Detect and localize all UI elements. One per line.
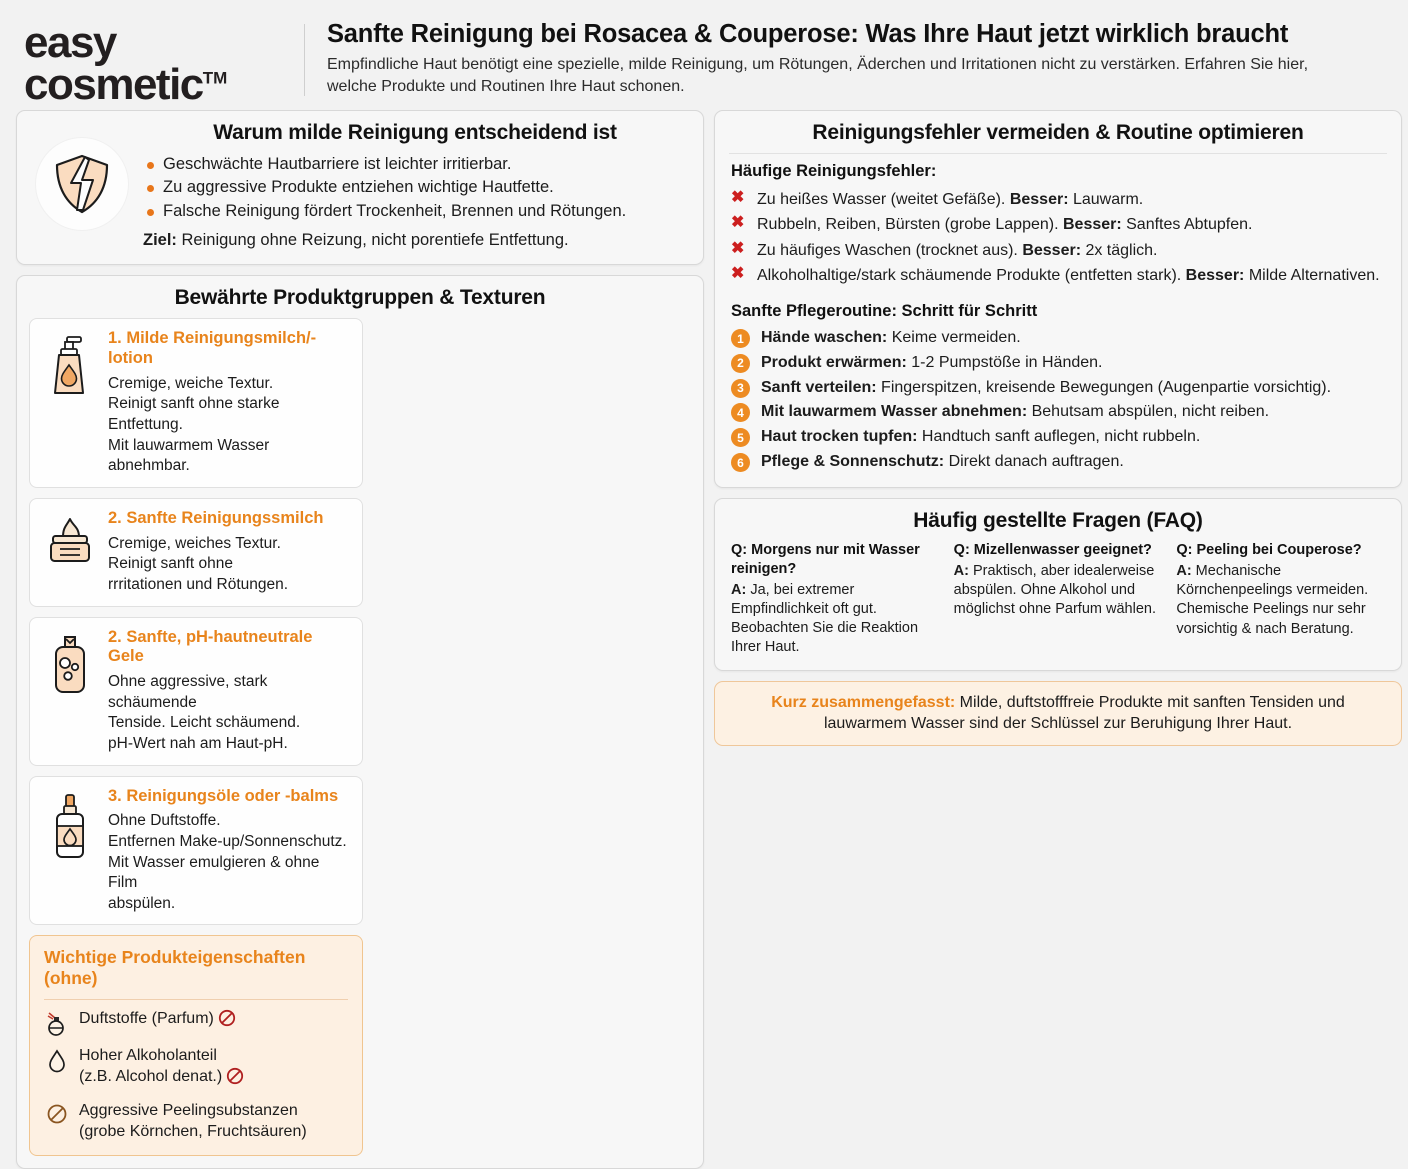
cross-icon: ✖ [731,189,745,206]
page-subtitle: Empfindliche Haut benötigt eine spezielle, milde Reinigung, um Rötungen, Äderchen und Irritationen nicht zu verstärken. Erfahren Sie hier, welche Produkte und Routinen Ihre Haut schonen. [327,56,1309,95]
product-group-heading: 3. Reinigungsöle oder -balms [108,786,339,805]
cross-icon: ✖ [731,239,745,257]
list-item: Zu aggressive Produkte entziehen wichtige Hautfette. [143,176,687,199]
routine-steps-list [731,326,1385,475]
ohne-item-label-line-1: Hoher Alkoholanteil [79,1047,217,1065]
desc-line: Ohne Duftstoffe. [108,812,221,830]
cross-icon: ✖ [731,214,745,232]
mistake-problem: Rubbeln, Reiben, Bürsten (grobe Lappen). [757,216,1063,234]
desc-line: pH-Wert nah am Haut-pH. [108,734,288,752]
product-group-desc [108,811,350,914]
faq-answer-label: A: [1176,562,1192,579]
product-groups-grid [29,318,691,1155]
mistake-better-label: Besser: [1022,241,1082,259]
step-label: Hände waschen: [761,329,888,347]
faq-answer [954,562,1163,620]
mistake-problem: Zu häufiges Waschen (trocknet aus). [757,241,1023,259]
faq-card-title: Häufig gestellte Fragen (FAQ) [913,508,1203,532]
product-groups-body [17,318,703,1167]
step-number-badge: 3 [731,379,750,398]
faq-answer [1176,562,1385,639]
product-group-item[interactable] [29,318,363,488]
brand-line-2 [24,59,304,109]
mistake-better: Milde Alternativen. [1244,266,1380,284]
mistake-better-label: Besser: [1185,266,1245,284]
list-item [731,425,1385,450]
product-groups-card [16,275,704,1168]
step-number-badge: 4 [731,403,750,422]
product-properties-panel [29,935,363,1155]
faq-answer-label: A: [953,562,969,579]
product-group-heading: 2. Sanfte, pH-hautneutrale Gele [108,627,313,666]
list-item [731,450,1385,475]
ohne-list-item [44,1009,348,1037]
faq-answer-text: Praktisch, aber idealerweise abspülen. Ohne Alkohol und möglichst ohne Parfum wählen. [953,562,1156,618]
step-label: Sanft verteilen: [761,378,877,396]
list-item [731,400,1385,425]
scrub-prohibited-icon [44,1101,70,1125]
product-group-item[interactable] [29,776,363,926]
product-group-text [108,509,350,596]
ohne-list-item [44,1101,348,1143]
list-item [731,212,1385,237]
faq-item [1176,541,1385,658]
faq-answer-text: Ja, bei extremer Empfindlichkeit oft gut. Beobachten Sie die Reaktion Ihrer Haut. [731,581,919,656]
desc-line: Mit lauwarmem Wasser abnehmbar. [108,436,270,475]
why-goal [143,231,687,250]
product-group-text [108,628,350,755]
step-text: 1-2 Pumpstöße in Händen. [906,353,1103,371]
faq-question: Q: Mizellenwasser geeignet? [953,541,1152,558]
list-item [731,326,1385,351]
mistake-better: Lauwarm. [1068,191,1144,208]
step-number-badge: 5 [731,428,750,447]
mistake-problem: Zu heißes Wasser (weitet Gefäße). [757,191,1010,208]
mistake-better-label: Besser: [1062,216,1122,234]
product-group-heading: 2. Sanfte Reinigungssmilch [108,508,324,527]
ohne-item-label-line-2: (grobe Körnchen, Fruchtsäuren) [79,1122,307,1140]
list-item [731,238,1385,263]
header-divider [304,24,305,96]
desc-line: abspülen. [108,894,176,912]
product-groups-title: Bewährte Produktgruppen & Texturen [174,286,546,310]
faq-item [954,541,1163,658]
dropper-bottle-icon [42,787,98,863]
ohne-panel-title [44,947,348,989]
product-group-desc [108,374,350,477]
prohibition-icon [226,1067,244,1092]
faq-question: Q: Morgens nur mit Wasser reinigen? [731,541,920,577]
product-group-text [108,787,350,915]
right-column [714,110,1402,1169]
shield-crack-icon [36,138,128,230]
mistakes-routine-card [714,110,1402,488]
summary-banner [714,681,1402,746]
content-columns [0,110,1408,1169]
card-divider [729,153,1387,154]
why-card [16,110,704,265]
step-number-badge: 1 [731,329,750,348]
list-item [731,263,1385,288]
list-item [731,376,1385,401]
faq-item [731,541,940,658]
prohibition-icon [218,1009,236,1034]
trademark-symbol: TM [202,68,228,88]
step-text: Fingerspitzen, kreisende Bewegungen (Augenpartie vorsichtig). [876,378,1332,396]
faq-answer [731,581,940,658]
ohne-item-text [79,1046,244,1092]
mistake-better-label: Besser: [1009,191,1069,208]
why-body [143,117,687,250]
cross-icon: ✖ [731,264,745,282]
ohne-item-label: Duftstoffe (Parfum) [79,1010,214,1028]
pump-bottle-icon [42,329,98,397]
why-card-title: Warum milde Reinigung entscheidend ist [213,121,617,144]
product-group-item[interactable] [29,617,363,766]
droplet-icon [44,1046,70,1074]
brand-line-1: easy [24,18,116,67]
ohne-list-item [44,1046,348,1092]
left-column [16,110,704,1169]
mistake-better: 2x täglich. [1081,241,1158,259]
step-text: Behutsam abspülen, nicht reiben. [1027,403,1270,421]
desc-line: Cremige, weiches Textur. [108,534,281,552]
brand-line-2-text: cosmetic [24,59,203,109]
product-group-text [108,329,350,477]
mistake-better: Sanftes Abtupfen. [1121,216,1253,234]
step-text: Handtuch sanft auflegen, nicht rubbeln. [917,428,1201,446]
faq-answer-text: Mechanische Körnchenpeelings vermeiden. Chemische Peelings nur sehr vorsichtig & nach Beratung. [1176,562,1369,637]
step-label: Pflege & Sonnenschutz: [761,453,945,471]
desc-line: Ohne aggressive, stark schäumende [108,673,268,711]
product-group-desc [108,534,350,596]
desc-line: rrritationen und Rötungen. [108,575,289,593]
desc-line: Mit Wasser emulgieren & ohne Film [108,853,320,892]
brand-logo [24,16,304,109]
faq-question: Q: Peeling bei Couperose? [1176,541,1362,558]
ohne-item-text [79,1101,307,1143]
faq-body [715,541,1401,670]
faq-card [714,498,1402,671]
cream-jar-icon [42,509,98,567]
product-group-heading: 1. Milde Reinigungsmilch/-lotion [108,329,317,368]
step-number-badge: 2 [731,354,750,373]
mistakes-card-title: Reinigungsfehler vermeiden & Routine optimieren [812,121,1304,144]
mistake-problem: Alkoholhaltige/stark schäumende Produkte (entfetten stark). [757,266,1186,284]
step-text: Direkt danach auftragen. [944,453,1124,471]
gel-bottle-icon [42,628,98,696]
why-card-body [17,111,703,264]
header [0,0,1408,110]
ohne-panel-divider [44,999,348,1000]
ohne-title-line-1: Wichtige Produkteigenschaften [44,947,306,968]
mistakes-list [731,187,1385,288]
mistakes-card-body [715,162,1401,487]
desc-line: Tenside. Leicht schäumend. [108,714,301,732]
summary-text: Milde, duftstofffreie Produkte mit sanften Tensiden und lauwarmem Wasser sind der Schlüssel zur Beruhigung Ihrer Haut. [823,693,1345,733]
step-label: Haut trocken tupfen: [761,428,918,446]
list-item: Geschwächte Hautbarriere ist leichter irritierbar. [143,153,687,176]
step-label: Mit lauwarmem Wasser abnehmen: [761,403,1028,421]
ohne-item-label-line-1: Aggressive Peelingsubstanzen [79,1102,298,1119]
desc-line: Cremige, weiche Textur. [108,374,274,392]
ohne-item-label-line-2: (z.B. Alcohol denat.) [79,1068,223,1086]
ohne-title-line-2: (ohne) [44,968,98,989]
step-number-badge: 6 [731,453,750,472]
why-bullet-list [143,153,687,223]
ohne-item-text [79,1009,236,1034]
desc-line: Entfernen Make-up/Sonnenschutz. [108,832,347,850]
routine-heading: Sanfte Pflegeroutine: Schritt für Schritt [731,302,1038,321]
perfume-bottle-icon [44,1009,70,1037]
product-group-item[interactable] [29,498,363,607]
faq-answer-label: A: [731,581,747,598]
step-label: Produkt erwärmen: [761,353,907,371]
product-group-desc [108,672,350,754]
why-goal-label: Ziel: [143,231,177,250]
list-item: Falsche Reinigung fördert Trockenheit, Brennen und Rötungen. [143,200,687,223]
list-item [731,187,1385,212]
list-item [731,351,1385,376]
summary-label: Kurz zusammengefasst: [771,693,956,711]
page-title: Sanfte Reinigung bei Rosacea & Couperose: Was Ihre Haut jetzt wirklich braucht [327,20,1289,48]
mistakes-heading: Häufige Reinigungsfehler: [731,162,937,180]
header-text [327,16,1384,97]
desc-line: Reinigt sanft ohne [108,555,233,573]
why-icon-wrap [27,117,137,250]
step-text: Keime vermeiden. [887,329,1021,347]
why-goal-text: Reinigung ohne Reizung, nicht porentiefe Entfettung. [176,231,569,250]
desc-line: Reinigt sanft ohne starke Entfettung. [108,395,280,434]
